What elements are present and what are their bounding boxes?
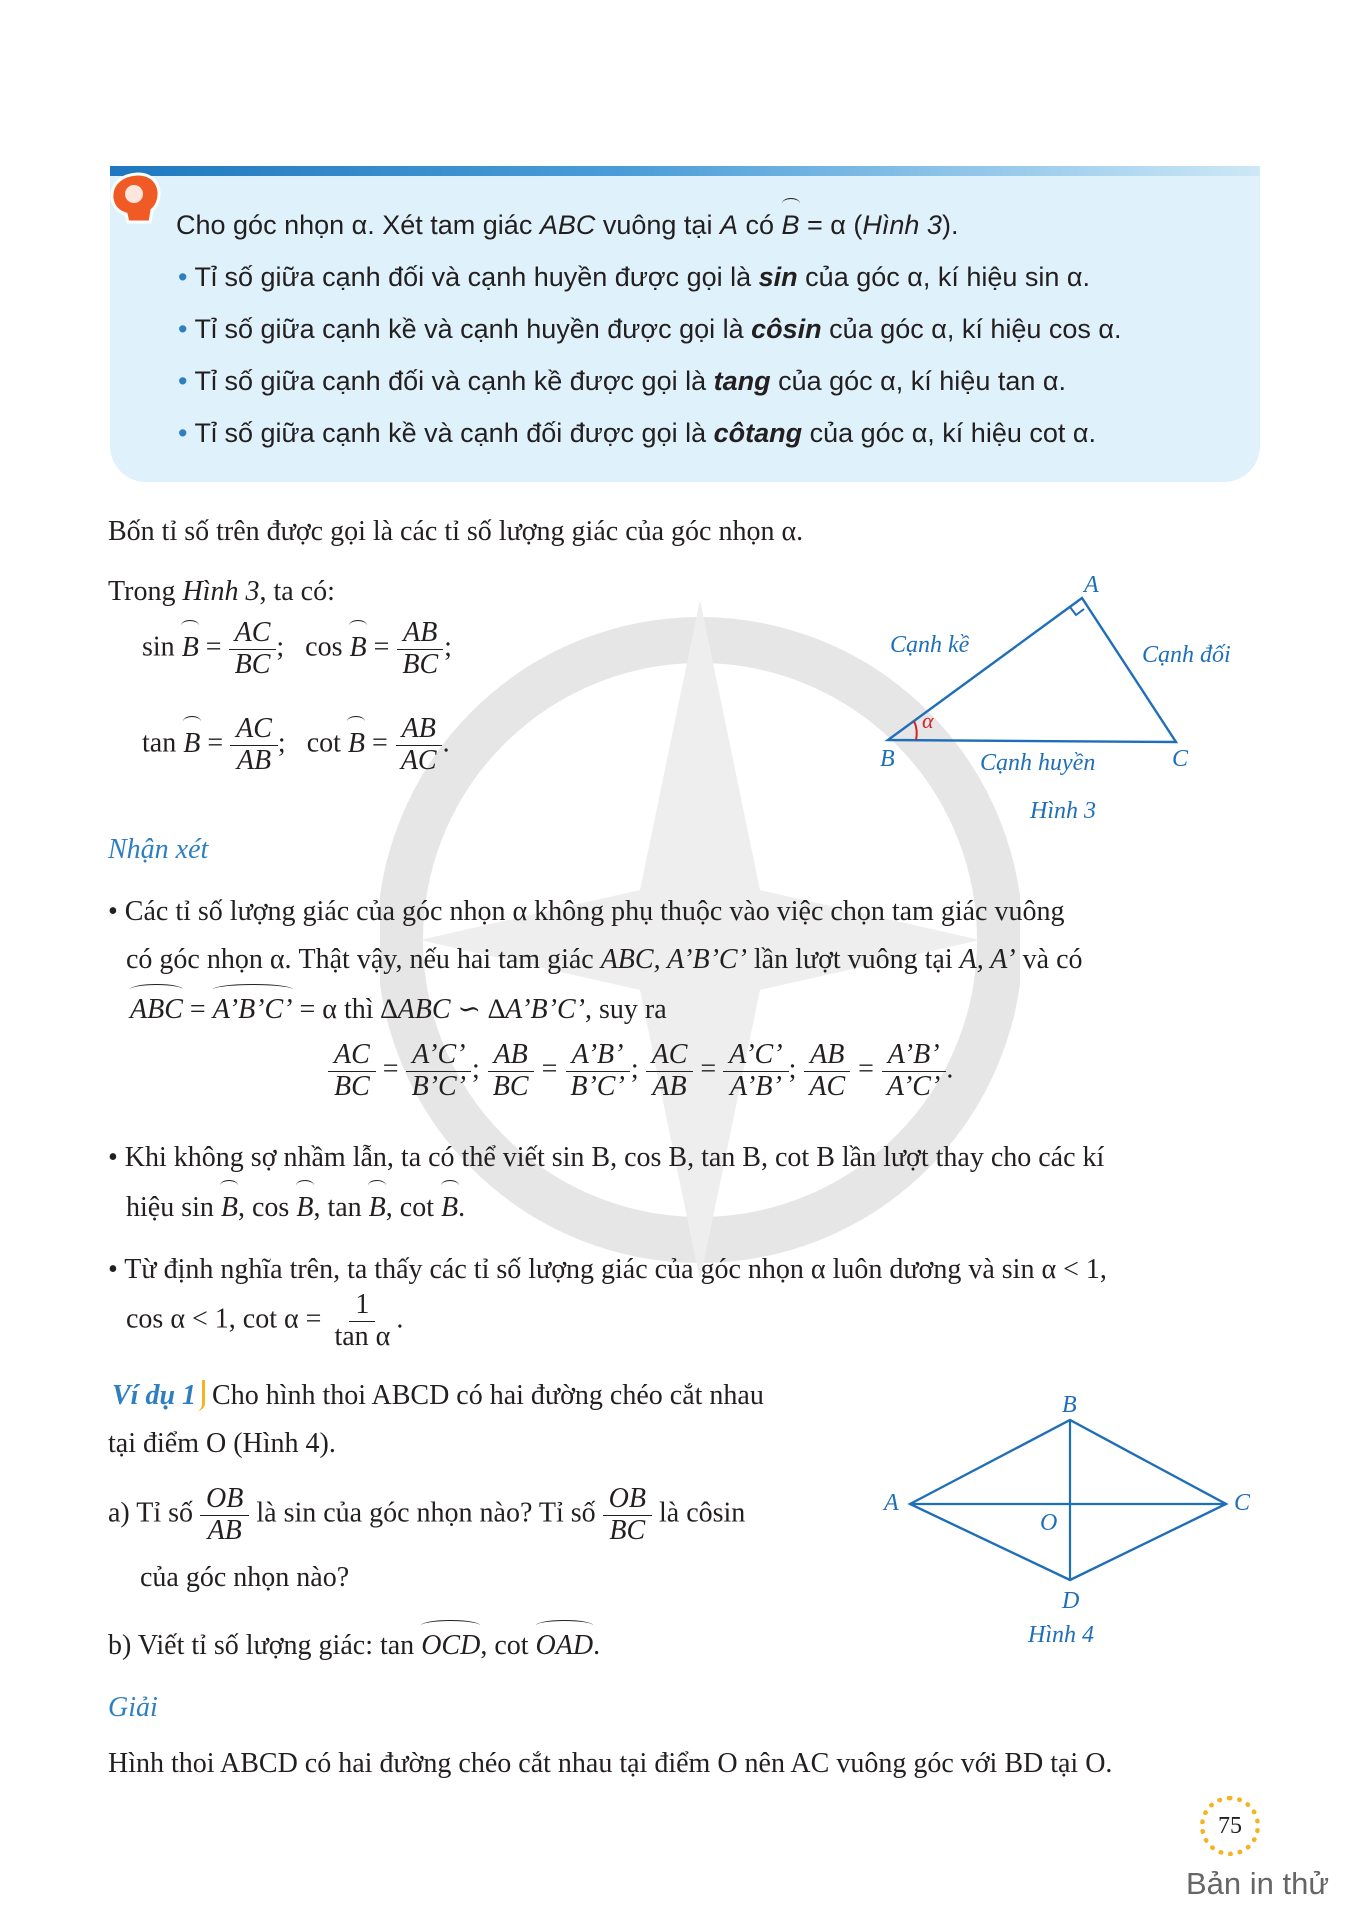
label-A: A <box>884 1490 899 1516</box>
example-1-line-1: Ví dụ 1 Cho hình thoi ABCD có hai đường chéo cắt nhau <box>108 1380 764 1412</box>
label-A: A <box>1084 572 1099 598</box>
definition-bullet-cotang: • Tỉ số giữa cạnh kề và cạnh đối được gọi là côtang của góc α, kí hiệu cot α. <box>178 418 1096 448</box>
definition-bullet-cosin: • Tỉ số giữa cạnh kề và cạnh huyền được gọi là côsin của góc α, kí hiệu cos α. <box>178 314 1122 344</box>
paragraph-four-ratios: Bốn tỉ số trên được gọi là các tỉ số lượng giác của góc nhọn α. <box>108 516 804 547</box>
label-C: C <box>1234 1490 1251 1516</box>
head-icon <box>104 168 166 226</box>
definition-intro: Cho góc nhọn α. Xét tam giác ABC vuông tại A có B = α (Hình 3). <box>176 210 959 240</box>
definition-bullet-tang: • Tỉ số giữa cạnh đối và cạnh kề được gọi là tang của góc α, kí hiệu tan α. <box>178 366 1066 396</box>
remark-1-line-1: • Các tỉ số lượng giác của góc nhọn α không phụ thuộc vào việc chọn tam giác vuông <box>108 896 1065 927</box>
solution-heading: Giải <box>108 1692 158 1723</box>
label-B: B <box>1062 1392 1077 1418</box>
example-1-line-2: tại điểm O (Hình 4). <box>108 1428 336 1459</box>
label-alpha: α <box>922 708 934 733</box>
label-O: O <box>1040 1510 1058 1536</box>
label-B: B <box>880 746 895 772</box>
figure-4-caption: Hình 4 <box>1028 1622 1094 1648</box>
right-angle-mark <box>1070 607 1084 615</box>
figure-4-rhombus <box>870 1380 1270 1660</box>
alpha-arc <box>914 721 917 740</box>
label-adjacent: Cạnh kề <box>890 632 970 658</box>
ratio-equalities: $\frac{AC}{BC}$ = $\frac{A’C’}{B’C’}$ ; $\frac{AB}{BC}$ = $\frac{A’B’}{B’C’}$ ; $\frac{AC}{AB}$ = $\frac{A’C’}{A’B’}$ ; $\frac{AB}{AC}$ = $\frac{A’B’}{A’C’}$ . <box>328 1040 953 1103</box>
label-hypotenuse: Cạnh huyền <box>980 750 1096 776</box>
formula-sin-cos: sin B = $\frac{AC}{BC}$ ; cos B = $\frac{AB}{BC}$ ; <box>142 617 452 680</box>
label-C: C <box>1172 746 1189 772</box>
remark-2-line-1: • Khi không sợ nhầm lẫn, ta có thể viết sin B, cos B, tan B, cot B lần lượt thay cho các kí <box>108 1142 1105 1173</box>
footer-draft-label: Bản in thử <box>1186 1866 1330 1901</box>
remark-3-line-2: cos α < 1, cot α = $\frac{1}{\text{tan α}}$ . <box>126 1289 404 1352</box>
question-a-line-2: của góc nhọn nào? <box>140 1562 350 1593</box>
label-D: D <box>1062 1588 1080 1614</box>
remark-1-line-3: ABC = A’B’C’ = α thì ∆ABC ∽ ∆A’B’C’, suy ra <box>130 994 667 1025</box>
formula-tan-cot: tan B = $\frac{AC}{AB}$ ; cot B = $\frac{AB}{AC}$ . <box>142 713 450 776</box>
figure-3-triangle <box>870 570 1270 830</box>
definition-box-top-bar <box>110 166 1260 176</box>
label-opposite: Cạnh đối <box>1142 642 1231 668</box>
page-number-badge <box>1200 1796 1260 1856</box>
figure-3-caption: Hình 3 <box>1030 798 1096 824</box>
solution-text: Hình thoi ABCD có hai đường chéo cắt nhau tại điểm O nên AC vuông góc với BD tại O. <box>108 1748 1113 1779</box>
question-b: b) Viết tỉ số lượng giác: tan OCD, cot OAD. <box>108 1630 601 1661</box>
question-a: a) Tỉ số $\frac{OB}{AB}$ là sin của góc nhọn nào? Tỉ số $\frac{OB}{BC}$ là côsin <box>108 1483 746 1546</box>
rhombus-abcd <box>910 1420 1226 1580</box>
paragraph-in-figure: Trong Hình 3, ta có: <box>108 576 335 607</box>
page-number: 75 <box>1218 1812 1242 1839</box>
definition-bullet-sin: • Tỉ số giữa cạnh đối và cạnh huyền được gọi là sin của góc α, kí hiệu sin α. <box>178 262 1091 292</box>
example-label: Ví dụ 1 <box>108 1380 205 1411</box>
remark-heading: Nhận xét <box>108 834 209 865</box>
remark-2-line-2: hiệu sin B, cos B, tan B, cot B. <box>126 1192 466 1223</box>
remark-1-line-2: có góc nhọn α. Thật vậy, nếu hai tam giác ABC, A’B’C’ lần lượt vuông tại A, A’ và có <box>126 944 1083 975</box>
remark-3-line-1: • Từ định nghĩa trên, ta thấy các tỉ số lượng giác của góc nhọn α luôn dương và sin α < 1, <box>108 1254 1107 1285</box>
